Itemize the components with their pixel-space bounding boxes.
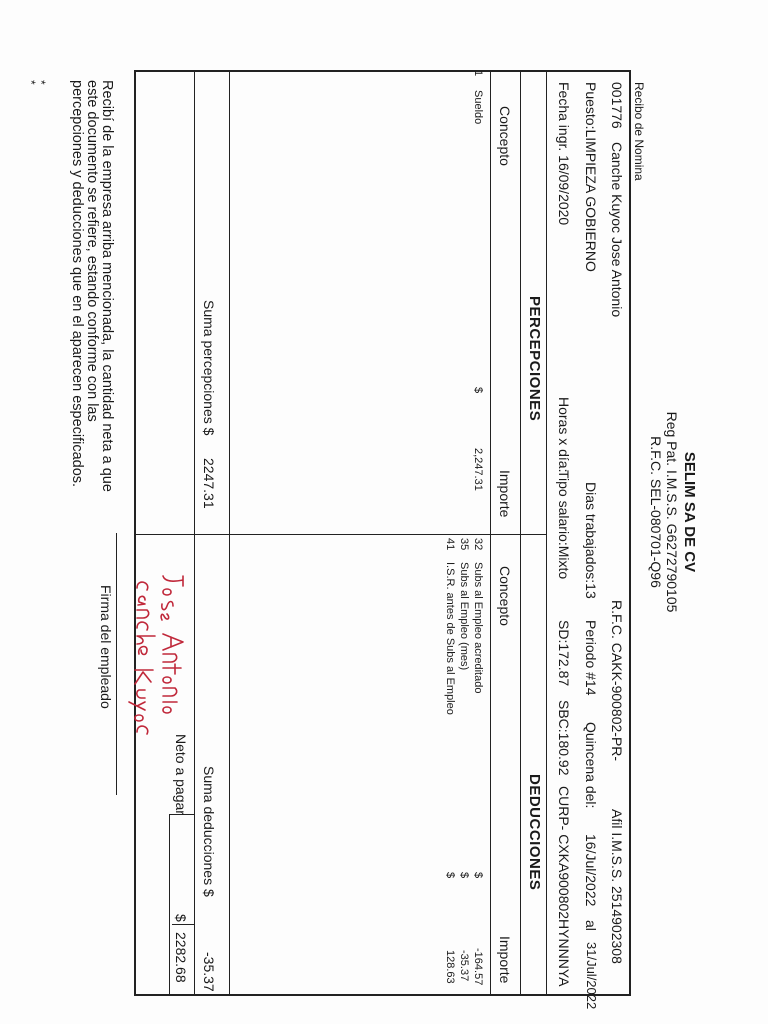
net-pay-label: Neto a pagar	[173, 734, 189, 815]
perceptions-total: 2247.31	[201, 458, 217, 509]
receipt-table	[134, 70, 631, 1010]
hire-date: Fecha ingr. 16/09/2020	[556, 82, 572, 226]
receipt-title: Recibo de Nomina	[632, 82, 646, 181]
deduction-row-amount: 128.63	[444, 950, 456, 984]
sbc-salary: SBC:180.92	[556, 700, 572, 776]
salary-type: Tipo salario:Mixto	[556, 470, 572, 580]
deduction-row-currency: $	[472, 872, 484, 879]
perception-row-currency: $	[472, 387, 484, 394]
period-number: Periodo #14	[583, 620, 599, 696]
deduction-row-number: 35	[458, 538, 470, 551]
perceptions-total-label: Suma percepciones $	[201, 300, 217, 436]
deductions-total-label: Suma deducciones $	[201, 766, 217, 897]
company-reg-pat: Reg Pat. I.M.S.S. G6272790105	[664, 411, 680, 613]
perceptions-title: PERCEPCIONES	[526, 296, 543, 422]
deductions-concept-header: Concepto	[497, 566, 513, 626]
perceptions-concept-header: Concepto	[497, 106, 513, 166]
signature-label: Firma del empleado	[98, 585, 114, 709]
net-pay-currency: $	[173, 914, 189, 922]
deduction-row-concept: Subs al Empleo acreditado	[472, 562, 484, 694]
employee-name: Canche Kuyoc Jose Antonio	[609, 142, 625, 318]
deduction-row-amount: -35.37	[458, 950, 470, 982]
deductions-title: DEDUCCIONES	[526, 774, 543, 891]
hours-per-day: Horas x día:	[556, 397, 572, 473]
employee-imss: Afil I.M.S.S. 2514902308	[609, 809, 625, 964]
employee-curp: CURP- CXKA900802HYNNNYA	[556, 786, 572, 987]
daily-salary: SD:172.87	[556, 620, 572, 687]
perception-row-number: 1	[472, 70, 484, 77]
quincena-al: al	[583, 920, 599, 931]
deduction-row-concept: I.S.R. antes de Subs al Empleo	[444, 562, 456, 715]
days-worked: Dias trabajados:13	[583, 482, 599, 599]
employee-puesto: Puesto:LIMPIEZA GOBIERNO	[583, 82, 599, 272]
company-name: SELIM SA DE CV	[681, 451, 698, 573]
employee-id: 001776	[609, 82, 625, 129]
deduction-row-concept: Subs al Empleo (mes)	[458, 562, 470, 671]
deductions-amount-header: Importe	[497, 936, 513, 984]
employee-rfc: R.F.C. CAKK-900802-PR-	[609, 600, 625, 762]
quincena-from: 16/Jul/2022	[583, 834, 599, 907]
deduction-row-amount: -164.57	[472, 948, 484, 986]
net-pay-value: 2282.68	[173, 932, 189, 983]
perception-row-concept: Sueldo	[472, 90, 484, 125]
quincena-label: Quincena del:	[583, 722, 599, 809]
handwritten-signature	[121, 570, 191, 770]
deduction-row-currency: $	[458, 872, 470, 879]
deduction-row-currency: $	[444, 872, 456, 879]
perceptions-amount-header: Importe	[497, 470, 513, 518]
perception-row-amount: 2,247.31	[472, 448, 484, 491]
deductions-total: -35.37	[201, 952, 217, 992]
deduction-row-number: 32	[472, 538, 484, 551]
acknowledgement-text: Recibí de la empresa arriba mencionada, la cantidad neta a que este documento se refiere, estando conforme con las percepciones y deducciones que en el aparecen especificados.	[69, 80, 115, 492]
signature-line	[116, 533, 117, 795]
deduction-row-number: 41	[444, 538, 456, 551]
company-rfc: R.F.C. SEL-080701-Q96	[648, 436, 664, 588]
quincena-to: 31/Jul/2022	[584, 942, 599, 1010]
footnote-stars: * *	[24, 80, 48, 85]
